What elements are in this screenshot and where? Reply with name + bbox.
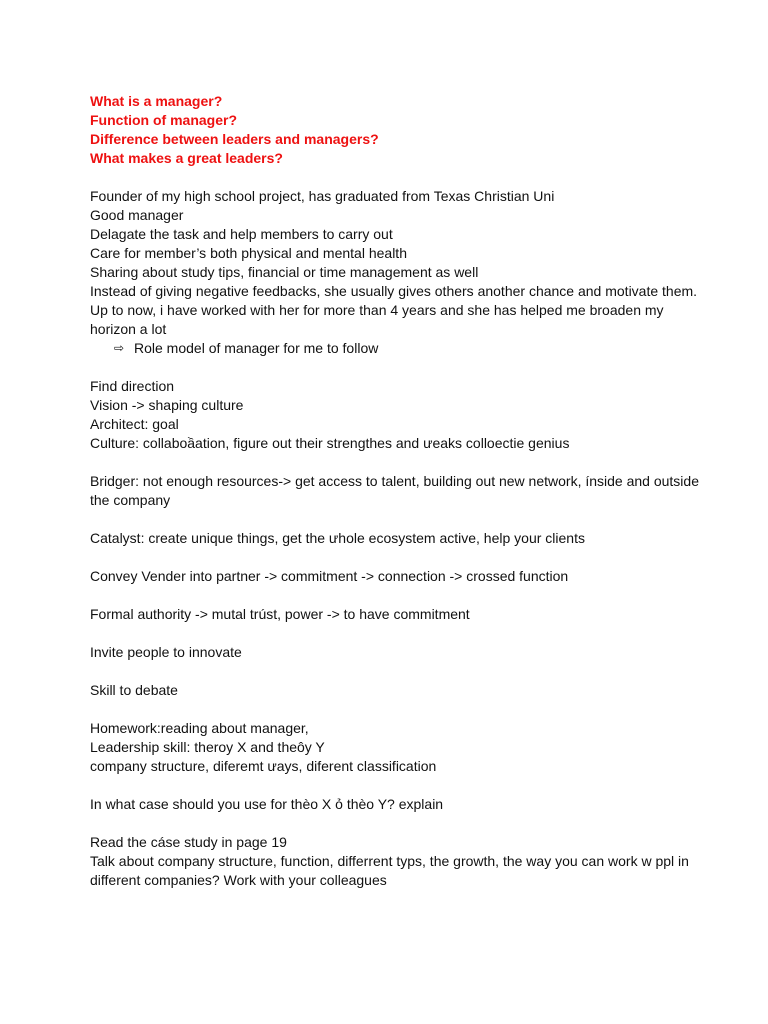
spacer: [90, 586, 700, 605]
case-study-line: Read the cáse study in page 19: [90, 834, 287, 850]
note-line: Culture: collaboầation, figure out their strengthes and ưeaks colloectie genius: [90, 435, 570, 451]
story-line: Delagate the task and help members to carry out: [90, 226, 393, 242]
story-line: Instead of giving negative feedbacks, she usually gives others another chance and motivate them.: [90, 283, 698, 299]
case-question: In what case should you use for thèo X ỏ thèo Y? explain: [90, 796, 444, 812]
note-line: Architect: goal: [90, 416, 179, 432]
spacer: [90, 700, 700, 719]
note-bridger: Bridger: not enough resources-> get access to talent, building out new network, ínside and outside the company: [90, 473, 703, 508]
homework-line: Homework:reading about manager,: [90, 720, 309, 736]
note-line: Vision -> shaping culture: [90, 397, 244, 413]
story-line: Good manager: [90, 207, 184, 223]
note-formal-authority: Formal authority -> mutal trúst, power -> to have commitment: [90, 606, 470, 622]
spacer: [90, 168, 700, 187]
question-heading: Function of manager?: [90, 112, 237, 128]
story-line: Care for member’s both physical and mental health: [90, 245, 407, 261]
role-model-text: Role model of manager for me to follow: [134, 340, 379, 356]
note-line: Find direction: [90, 378, 175, 394]
story-line: Founder of my high school project, has graduated from Texas Christian Uni: [90, 188, 555, 204]
story-line: Up to now, i have worked with her for more than 4 years and she has helped me broaden my horizon a lot: [90, 302, 668, 337]
story-line: Sharing about study tips, financial or time management as well: [90, 264, 479, 280]
note-convey: Convey Vender into partner -> commitment -> connection -> crossed function: [90, 568, 569, 584]
spacer: [90, 814, 700, 833]
homework-line: Leadership skill: theroy X and theôy Y: [90, 739, 325, 755]
spacer: [90, 662, 700, 681]
homework-line: company structure, diferemt ưays, diferent classification: [90, 758, 437, 774]
spacer: [90, 358, 700, 377]
question-heading: What is a manager?: [90, 93, 223, 109]
spacer: [90, 624, 700, 643]
arrow-right-icon: ⇨: [114, 341, 125, 355]
spacer: [90, 510, 700, 529]
question-heading: What makes a great leaders?: [90, 150, 283, 166]
note-skill: Skill to debate: [90, 682, 178, 698]
note-catalyst: Catalyst: create unique things, get the ưhole ecosystem active, help your clients: [90, 530, 585, 546]
document-body: [90, 92, 703, 890]
note-invite: Invite people to innovate: [90, 644, 242, 660]
question-heading: Difference between leaders and managers?: [90, 131, 379, 147]
spacer: [90, 453, 700, 472]
spacer: [90, 548, 700, 567]
case-study-line: Talk about company structure, function, differrent typs, the growth, the way you can work w ppl in different companies? Work with your colleagues: [90, 853, 693, 888]
role-model-bullet: [90, 339, 700, 358]
spacer: [90, 776, 700, 795]
